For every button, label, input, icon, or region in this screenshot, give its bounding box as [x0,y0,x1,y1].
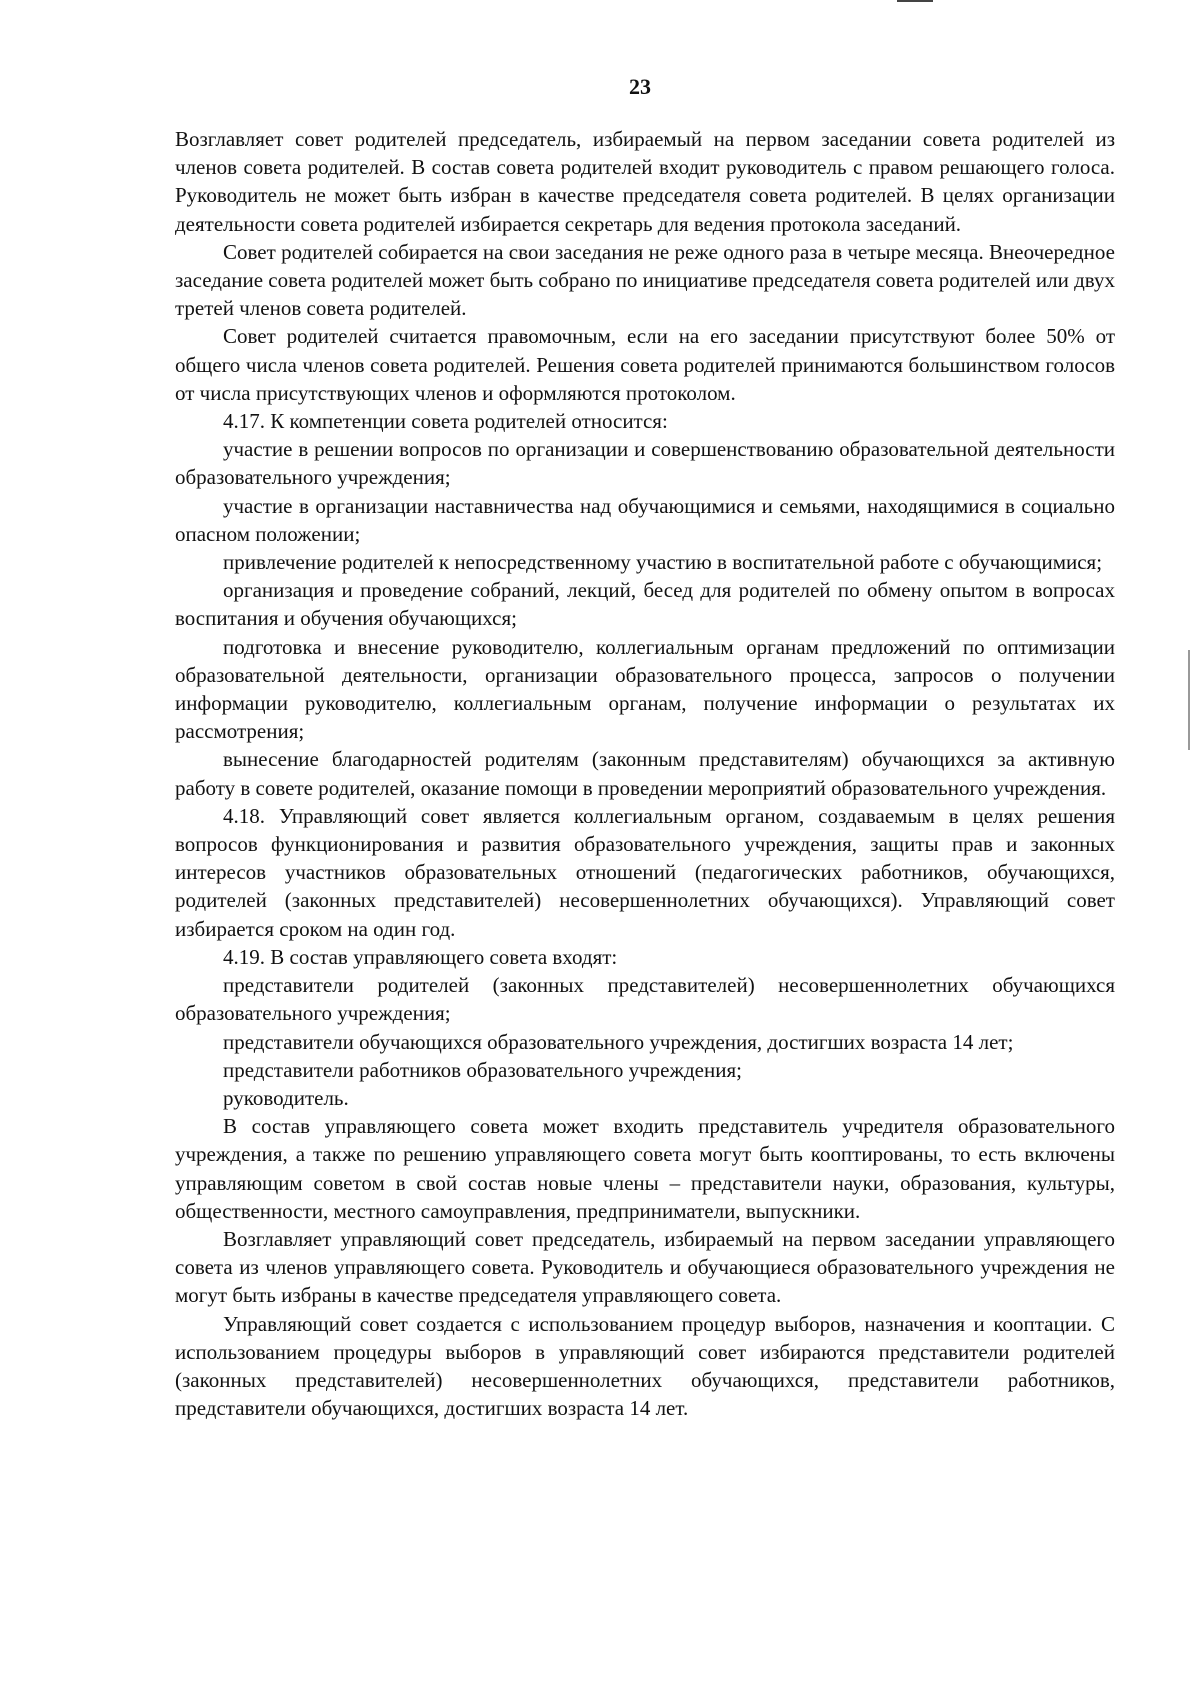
scan-mark-side [1188,650,1190,750]
paragraph: В состав управляющего совета может входить представитель учредителя образовательного учреждения, а также по решению управляющего совета могут быть кооптированы, то есть включены управляющим советом в свой состав новые члены – представители науки, образования, культуры, общественности, местного самоуправления, предприниматели, выпускники. [175,1114,1115,1223]
paragraph: Возглавляет совет родителей председатель, избираемый на первом заседании совета родителей из членов совета родителей. В состав совета родителей входит руководитель с правом решающего голоса. Руководитель не может быть избран в качестве председателя совета родителей. В целях организации деятельности совета родителей избирается секретарь для ведения протокола заседаний. [175,127,1115,236]
page-number: 23 [629,74,651,99]
list-item: подготовка и внесение руководителю, коллегиальным органам предложений по оптимизации образовательной деятельности, организации образовательного процесса, запросов о получении информации руководителю, коллегиальным органам, получение информации о результатах их рассмотрения; [175,634,1115,744]
section-heading-4-17: 4.17. К компетенции совета родителей относится: [223,409,668,434]
paragraph: Возглавляет управляющий совет председатель, избираемый на первом заседании управляющего совета из членов управляющего совета. Руководитель и обучающиеся образовательного учреждения не могут быть избраны в качестве председателя управляющего совета. [175,1226,1115,1308]
list-item: привлечение родителей к непосредственному участию в воспитательной работе с обучающимися; [223,550,1103,575]
list-item: вынесение благодарностей родителям (законным представителям) обучающихся за активную работу в совете родителей, оказание помощи в проведении мероприятий образовательного учреждения. [175,747,1115,800]
list-item: представители обучающихся образовательного учреждения, достигших возраста 14 лет; [223,1029,1014,1054]
list-item: представители родителей (законных представителей) несовершеннолетних обучающихся образовательного учреждения; [175,973,1115,1026]
paragraph-4-18: 4.18. Управляющий совет является коллегиальным органом, создаваемым в целях решения вопросов функционирования и развития образовательного учреждения, защиты прав и законных интересов участников образовательных отношений (педагогических работников, обучающихся, родителей (законных представителей) несовершеннолетних обучающихся). Управляющий совет избирается сроком на один год. [175,803,1115,941]
list-item: участие в организации наставничества над обучающимися и семьями, находящимися в социально опасном положении; [175,493,1115,546]
paragraph: Совет родителей собирается на свои заседания не реже одного раза в четыре месяца. Внеочередное заседание совета родителей может быть собрано по инициативе председателя совета родителей или двух третей членов совета родителей. [175,239,1115,321]
paragraph: Совет родителей считается правомочным, если на его заседании присутствуют более 50% от общего числа членов совета родителей. Решения совета родителей принимаются большинством голосов от числа присутствующих членов и оформляются протоколом. [175,324,1115,405]
section-heading-4-19: 4.19. В состав управляющего совета входят: [223,944,618,969]
list-item: руководитель. [223,1085,349,1110]
list-item: участие в решении вопросов по организации и совершенствованию образовательной деятельности образовательного учреждения; [175,437,1115,490]
list-item: организация и проведение собраний, лекций, бесед для родителей по обмену опытом в вопросах воспитания и обучения обучающихся; [175,578,1115,631]
list-item: представители работников образовательного учреждения; [223,1057,742,1082]
document-body [175,125,1115,1422]
scan-mark-top [897,0,933,2]
paragraph: Управляющий совет создается с использованием процедур выборов, назначения и кооптации. С использованием процедуры выборов в управляющий совет избираются представители родителей (законных представителей) несовершеннолетних обучающихся, представители работников, представители обучающихся, достигших возраста 14 лет. [175,1311,1115,1421]
